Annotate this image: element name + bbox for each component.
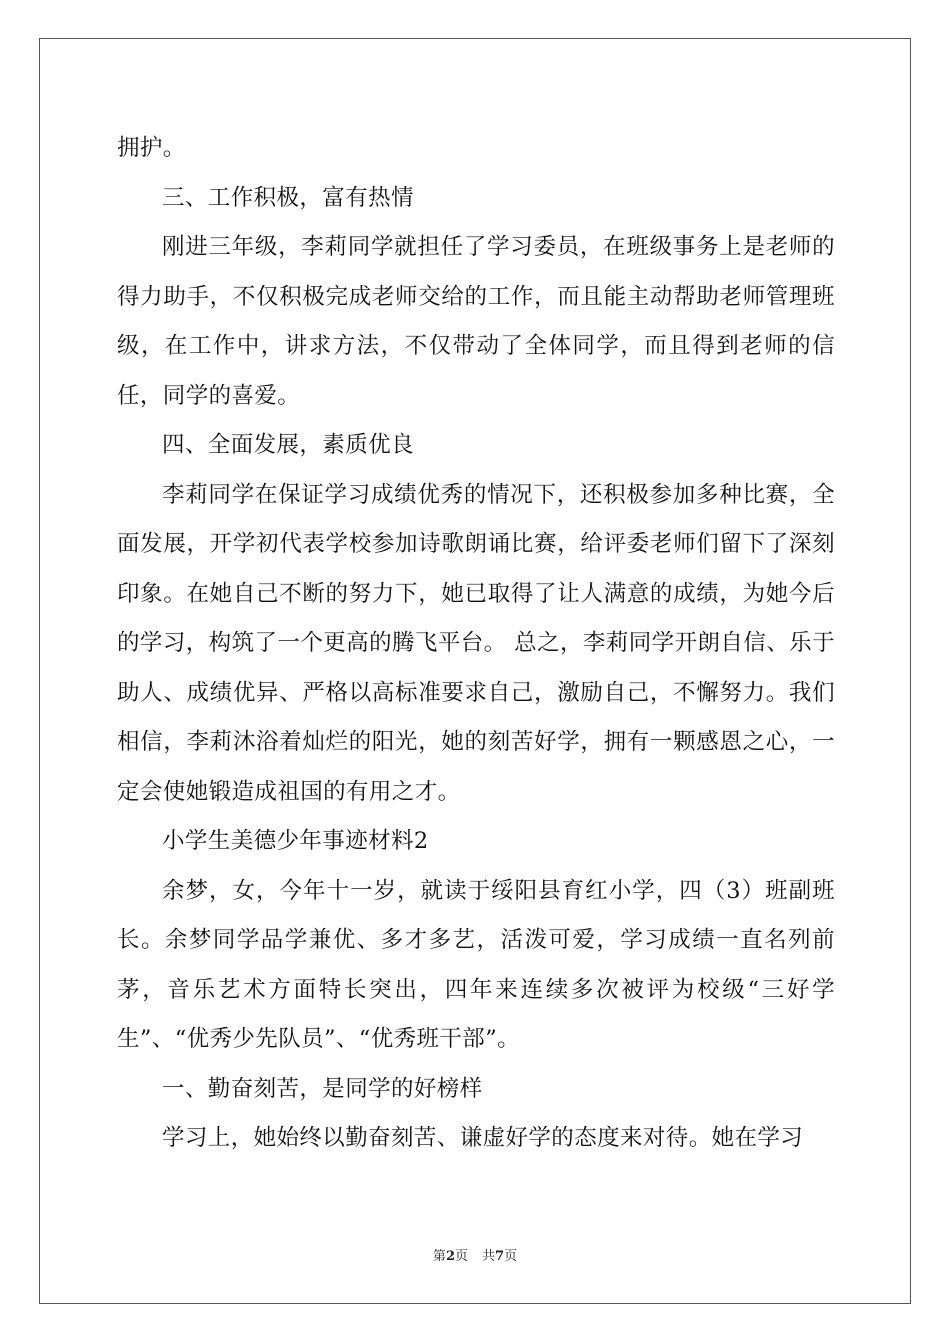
section-heading-3: 三、工作积极，富有热情 <box>162 184 414 211</box>
document-body <box>117 124 835 1164</box>
paragraph-5: 学习上，她始终以勤奋刻苦、谦虚好学的态度来对待。她在学习 <box>162 1125 804 1151</box>
paragraph-1: 拥护。 <box>117 135 186 161</box>
total-suffix: 页 <box>504 1249 518 1264</box>
total-prefix: 共 <box>482 1249 496 1264</box>
article-title-2: 小学生美德少年事迹材料2 <box>162 828 429 854</box>
paragraph-2: 刚进三年级，李莉同学就担任了学习委员，在班级事务上是老师的得力助手，不仅积极完成老师交给的工作，而且能主动帮助老师管理班级，在工作中，讲求方法，不仅带动了全体同学，而且得到老师的信任，同学的喜爱。 <box>117 234 835 409</box>
page-suffix: 页 <box>454 1249 468 1264</box>
total-pages: 7 <box>495 1249 505 1264</box>
page-footer <box>0 1245 950 1264</box>
page-prefix: 第 <box>432 1249 446 1264</box>
section-heading-4: 四、全面发展，素质优良 <box>162 432 414 458</box>
paragraph-4: 余梦，女，今年十一岁，就读于绥阳县育红小学，四（3）班副班长。余梦同学品学兼优、多才多艺，活泼可爱，学习成绩一直名列前茅，音乐艺术方面特长突出，四年来连续多次被评为校级“三好学生”、“优秀少先队员”、“优秀班干部”。 <box>117 877 835 1052</box>
page-number: 2 <box>445 1249 455 1264</box>
paragraph-3: 李莉同学在保证学习成绩优秀的情况下，还积极参加多种比赛，全面发展，开学初代表学校参加诗歌朗诵比赛，给评委老师们留下了深刻印象。在她自己不断的努力下，她已取得了让人满意的成绩，为她今后的学习，构筑了一个更高的腾飞平台。 总之，李莉同学开朗自信、乐于助人、成绩优异、严格以高标准要求自己，激励自己，不懈努力。我们相信，李莉沐浴着灿烂的阳光，她的刻苦好学，拥有一颗感恩之心，一定会使她锻造成祖国的有用之才。 <box>117 481 835 805</box>
section-heading-1: 一、勤奋刻苦，是同学的好榜样 <box>162 1075 483 1102</box>
